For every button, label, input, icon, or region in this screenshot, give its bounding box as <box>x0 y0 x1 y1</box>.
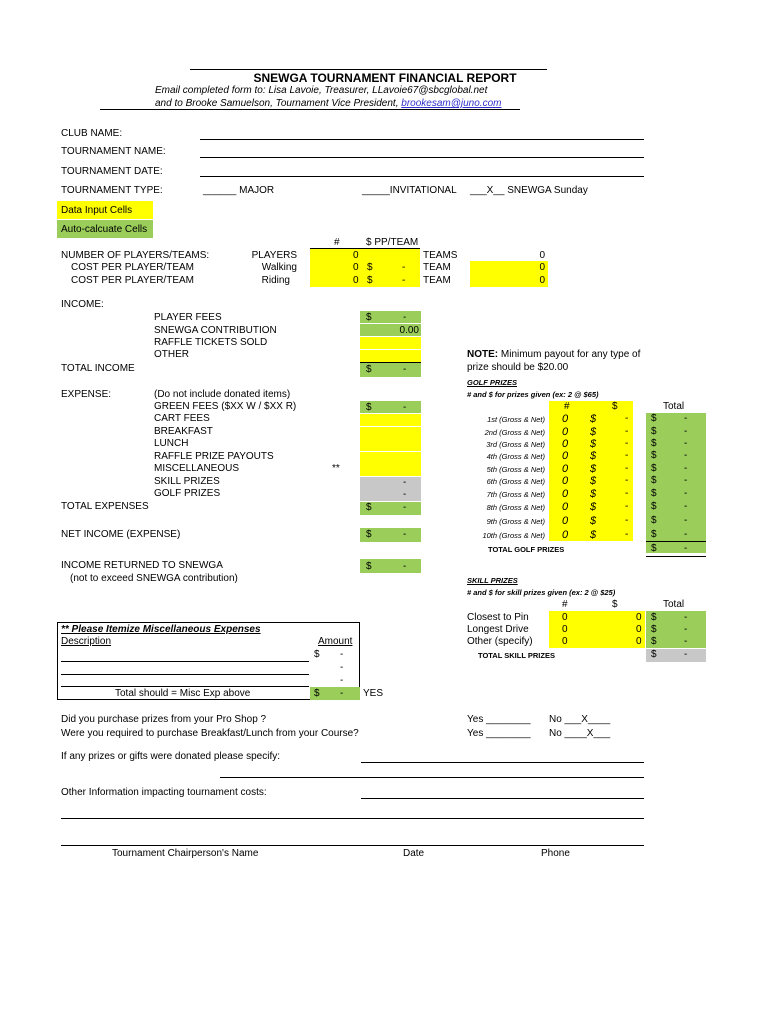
expense-item: SKILL PRIZES <box>154 476 220 487</box>
golf-prize-count[interactable]: 0 <box>562 438 569 450</box>
golf-total-value-cell: - <box>684 426 688 437</box>
players-count[interactable]: 0 <box>353 250 359 261</box>
question-pro-shop: Did you purchase prizes from your Pro Shop ? <box>61 714 267 725</box>
expense-item: MISCELLANEOUS <box>154 463 240 474</box>
golf-prize-amount[interactable]: - <box>625 450 629 461</box>
returned-value: - <box>403 561 407 572</box>
other-info-field[interactable] <box>361 798 644 799</box>
expense-item: BREAKFAST <box>154 426 213 437</box>
team-riding-count[interactable]: 0 <box>539 275 545 286</box>
golf-total-value-cell: - <box>684 475 688 486</box>
skill-prize-count[interactable]: 0 <box>562 612 568 623</box>
green-fees-value: - <box>403 402 407 413</box>
total-income-value: - <box>403 364 407 375</box>
golf-prize-amount[interactable]: - <box>625 529 629 540</box>
income-item: RAFFLE TICKETS SOLD <box>154 337 268 348</box>
golf-prize-amount[interactable]: - <box>625 463 629 474</box>
player-fees-dollar: $ <box>366 312 372 323</box>
misc-col-amount: Amount <box>318 636 353 647</box>
misc-row1-value[interactable]: - <box>340 649 344 660</box>
header-rule <box>100 109 520 110</box>
green-fees-dollar: $ <box>366 402 372 413</box>
riding-amount[interactable]: - <box>402 275 406 286</box>
donated-field[interactable] <box>361 762 644 763</box>
income-label: INCOME: <box>61 299 104 310</box>
net-income-dollar: $ <box>366 529 372 540</box>
club-name-label: CLUB NAME: <box>61 128 123 139</box>
misc-col-description: Description <box>61 636 112 647</box>
tournament-date-field[interactable] <box>200 176 644 177</box>
skill-prize-amount[interactable]: 0 <box>636 624 642 635</box>
golf-prize-amount[interactable]: - <box>625 515 629 526</box>
skill-total-value: - <box>684 649 688 660</box>
skill-prize-count[interactable]: 0 <box>562 636 568 647</box>
golf-total-dollar-cell: $ <box>651 515 657 526</box>
total-expenses-label: TOTAL EXPENSES <box>61 501 149 512</box>
expense-item: GOLF PRIZES <box>154 488 221 499</box>
total-income-label: TOTAL INCOME <box>61 363 135 374</box>
auto-calc-legend: Auto-calcuate Cells <box>57 220 153 238</box>
golf-prize-label: 3rd (Gross & Net) <box>486 440 545 449</box>
golf-col-total: Total <box>663 401 685 412</box>
golf-prize-label: 8th (Gross & Net) <box>486 503 545 512</box>
golf-prize-amount[interactable]: - <box>625 501 629 512</box>
skill-total-dollar: $ <box>651 649 657 660</box>
returned-sub: (not to exceed SNEWGA contribution) <box>70 573 238 584</box>
golf-prizes-subtitle: # and $ for prizes given (ex: 2 @ $65) <box>467 390 599 399</box>
q1-yes[interactable]: Yes ________ <box>467 714 531 725</box>
date-label: Date <box>403 848 425 859</box>
hash-header: # <box>334 237 340 248</box>
skill-prize-count[interactable]: 0 <box>562 624 568 635</box>
expense-item: CART FEES <box>154 413 210 424</box>
skill-prizes-subtitle: # and $ for skill prizes given (ex: 2 @ $25) <box>467 588 616 597</box>
player-fees-value: - <box>403 312 407 323</box>
golf-total-dollar: $ <box>651 543 657 554</box>
cart-fees-cell[interactable] <box>360 414 421 426</box>
net-income-value: - <box>403 529 407 540</box>
question-breakfast: Were you required to purchase Breakfast/Lunch from your Course? <box>61 728 359 739</box>
skill-prize-label: Closest to Pin <box>467 612 529 623</box>
golf-prize-dollar: $ <box>590 475 597 487</box>
tournament-date-label: TOURNAMENT DATE: <box>61 166 163 177</box>
email-line: Email completed form to: Lisa Lavoie, Treasurer, LLavoie67@sbcglobal.net <box>155 85 488 96</box>
golf-prize-dollar: $ <box>590 450 597 462</box>
returned-label: INCOME RETURNED TO SNEWGA <box>61 560 223 571</box>
title-rule <box>190 69 547 70</box>
skill-total-dollar-cell: $ <box>651 624 657 635</box>
golf-prize-dollar: $ <box>590 501 597 513</box>
breakfast-cell[interactable] <box>360 427 421 439</box>
golf-prize-label: 6th (Gross & Net) <box>486 477 545 486</box>
misc-stars: ** <box>332 463 340 474</box>
golf-prize-amount[interactable]: - <box>625 438 629 449</box>
golf-total-dollar-cell: $ <box>651 501 657 512</box>
skill-prize-amount[interactable]: 0 <box>636 636 642 647</box>
walking-amount[interactable]: - <box>402 262 406 273</box>
golf-prize-label: 1st (Gross & Net) <box>487 415 545 424</box>
golf-total-dollar-cell: $ <box>651 426 657 437</box>
type-snewga-sunday[interactable]: ___X__ SNEWGA Sunday <box>470 185 588 196</box>
team-walking-count[interactable]: 0 <box>539 262 545 273</box>
misc-itemize-title: ** Please Itemize Miscellaneous Expenses <box>61 624 261 635</box>
golf-prize-dollar: $ <box>590 463 597 475</box>
teams-label: TEAMS <box>423 250 458 261</box>
total-expenses-dollar: $ <box>366 502 372 513</box>
golf-col-hash: # <box>564 401 570 412</box>
cost-walking-label: COST PER PLAYER/TEAM <box>71 262 194 273</box>
misc-check: YES <box>363 688 384 699</box>
golf-prize-dollar: $ <box>590 438 597 450</box>
golf-total-value-cell: - <box>684 501 688 512</box>
misc-total-dollar: $ <box>314 688 320 699</box>
walking-label: Walking <box>261 262 297 273</box>
golf-total-dollar-cell: $ <box>651 529 657 540</box>
golf-prize-label: 5th (Gross & Net) <box>486 465 545 474</box>
skill-prize-amount[interactable]: 0 <box>636 612 642 623</box>
total-expenses-value: - <box>403 502 407 513</box>
team-label-1: TEAM <box>423 262 451 273</box>
skill-col-total: Total <box>663 599 685 610</box>
question-other-info: Other Information impacting tournament costs: <box>61 787 267 798</box>
expense-note: (Do not include donated items) <box>154 389 291 400</box>
expense-item: RAFFLE PRIZE PAYOUTS <box>154 451 274 462</box>
golf-prize-amount[interactable]: - <box>625 488 629 499</box>
skill-total-value-cell: - <box>684 624 688 635</box>
data-input-legend: Data Input Cells <box>57 201 153 219</box>
golf-prize-dollar: $ <box>590 529 597 541</box>
golf-total-rule <box>646 541 706 542</box>
club-name-field[interactable] <box>200 139 644 140</box>
golf-total-value-cell: - <box>684 463 688 474</box>
golf-prizes-title: GOLF PRIZES <box>467 378 518 387</box>
skill-prizes-value: - <box>403 477 407 488</box>
misc-total-label: Total should = Misc Exp above <box>115 688 251 699</box>
tournament-type-label: TOURNAMENT TYPE: <box>61 185 163 196</box>
golf-prize-dollar: $ <box>590 413 597 425</box>
skill-total-dollar-cell: $ <box>651 612 657 623</box>
cost-riding-label: COST PER PLAYER/TEAM <box>71 275 194 286</box>
golf-total-dollar-cell: $ <box>651 438 657 449</box>
golf-prize-label: 4th (Gross & Net) <box>486 452 545 461</box>
golf-total-value-cell: - <box>684 413 688 424</box>
skill-col-hash: # <box>562 599 568 610</box>
skill-prize-label: Longest Drive <box>467 624 529 635</box>
golf-prize-label: 7th (Gross & Net) <box>486 490 545 499</box>
misc-total-value: - <box>340 688 344 699</box>
players-label: PLAYERS <box>251 250 297 261</box>
donated-field-2[interactable] <box>220 777 644 778</box>
total-income-rule <box>360 362 421 363</box>
q1-no[interactable]: No ___X____ <box>549 714 611 725</box>
golf-total-value-cell: - <box>684 450 688 461</box>
returned-dollar: $ <box>366 561 372 572</box>
walking-count[interactable]: 0 <box>353 262 359 273</box>
type-major[interactable]: ______ MAJOR <box>203 185 275 196</box>
golf-prize-count[interactable]: 0 <box>562 413 569 425</box>
expense-item: GREEN FEES ($XX W / $XX R) <box>154 401 297 412</box>
email-line-2: and to Brooke Samuelson, Tournament Vice President, brookesam@juno.com <box>155 98 502 109</box>
golf-prize-amount[interactable]: - <box>625 413 629 424</box>
golf-prize-count[interactable]: 0 <box>562 463 569 475</box>
team-label-2: TEAM <box>423 275 451 286</box>
skill-total-value-cell: - <box>684 636 688 647</box>
skill-prize-label: Other (specify) <box>467 636 533 647</box>
phone-label: Phone <box>541 848 570 859</box>
golf-total-dollar-cell: $ <box>651 413 657 424</box>
expense-item: LUNCH <box>154 438 189 449</box>
golf-prize-count[interactable]: 0 <box>562 488 569 500</box>
misc-row1-line[interactable] <box>61 661 309 662</box>
raffle-payouts-cell[interactable] <box>360 452 421 464</box>
riding-count[interactable]: 0 <box>353 275 359 286</box>
num-players-label: NUMBER OF PLAYERS/TEAMS: <box>61 250 210 261</box>
skill-total-value-cell: - <box>684 612 688 623</box>
note-line-2: prize should be $20.00 <box>467 362 569 373</box>
q2-no[interactable]: No ____X___ <box>549 728 611 739</box>
golf-prize-count[interactable]: 0 <box>562 501 569 513</box>
misc-row3-line[interactable] <box>61 686 309 687</box>
raffle-cell[interactable] <box>360 337 421 349</box>
misc-row3-value[interactable]: - <box>340 675 344 686</box>
golf-prize-count[interactable]: 0 <box>562 426 569 438</box>
expense-label: EXPENSE: <box>61 389 112 400</box>
misc-row2-line[interactable] <box>61 674 309 675</box>
golf-total-value-cell: - <box>684 515 688 526</box>
total-income-dollar: $ <box>366 364 372 375</box>
signature-line[interactable] <box>61 845 644 846</box>
other-income-cell[interactable] <box>360 350 421 362</box>
golf-prize-dollar: $ <box>590 488 597 500</box>
golf-total-value-cell: - <box>684 488 688 499</box>
misc-row2-value[interactable]: - <box>340 662 344 673</box>
golf-total-value-cell: - <box>684 438 688 449</box>
golf-total-value-cell: - <box>684 529 688 540</box>
walking-dollar: $ <box>367 262 373 273</box>
golf-total-dollar-cell: $ <box>651 463 657 474</box>
riding-label: Riding <box>261 275 290 286</box>
golf-total-dollar-cell: $ <box>651 475 657 486</box>
type-invitational[interactable]: _____INVITATIONAL <box>362 185 457 196</box>
pp-team-header: $ PP/TEAM <box>366 237 419 248</box>
riding-dollar: $ <box>367 275 373 286</box>
golf-prize-amount[interactable]: - <box>625 475 629 486</box>
golf-total-dollar-cell: $ <box>651 488 657 499</box>
page-title: SNEWGA TOURNAMENT FINANCIAL REPORT <box>253 71 517 85</box>
golf-prize-count[interactable]: 0 <box>562 450 569 462</box>
golf-prizes-value: - <box>403 489 407 500</box>
tournament-name-label: TOURNAMENT NAME: <box>61 146 166 157</box>
skill-prizes-title: SKILL PRIZES <box>467 576 518 585</box>
q2-yes[interactable]: Yes ________ <box>467 728 531 739</box>
misc-cell[interactable] <box>360 464 421 476</box>
income-item: SNEWGA CONTRIBUTION <box>154 325 277 336</box>
tournament-name-field[interactable] <box>200 157 644 158</box>
other-info-field-2[interactable] <box>61 818 644 819</box>
golf-prize-count[interactable]: 0 <box>562 475 569 487</box>
note: NOTE: Minimum payout for any type of <box>467 349 641 360</box>
golf-prize-dollar: $ <box>590 515 597 527</box>
income-item: PLAYER FEES <box>154 312 222 323</box>
golf-prize-label: 9th (Gross & Net) <box>486 517 545 526</box>
skill-prizes-cell <box>360 477 421 489</box>
golf-prizes-cell <box>360 489 421 501</box>
email-link[interactable]: brookesam@juno.com <box>401 98 502 109</box>
teams-count[interactable]: 0 <box>539 250 545 261</box>
players-top-rule <box>310 248 420 249</box>
golf-prize-label: 2nd (Gross & Net) <box>484 428 545 437</box>
golf-prize-count[interactable]: 0 <box>562 515 569 527</box>
golf-col-dollar: $ <box>612 401 618 412</box>
golf-prize-dollar: $ <box>590 426 597 438</box>
skill-total-dollar-cell: $ <box>651 636 657 647</box>
golf-prize-amount[interactable]: - <box>625 426 629 437</box>
skill-total-label: TOTAL SKILL PRIZES <box>478 651 555 660</box>
chairperson-name-label: Tournament Chairperson's Name <box>112 848 259 859</box>
question-donated: If any prizes or gifts were donated please specify: <box>61 751 281 762</box>
income-item: OTHER <box>154 349 189 360</box>
golf-total-value: - <box>684 543 688 554</box>
golf-prize-label: 10th (Gross & Net) <box>482 531 545 540</box>
skill-col-dollar: $ <box>612 599 618 610</box>
golf-prize-count[interactable]: 0 <box>562 529 569 541</box>
golf-total-underline <box>646 556 706 557</box>
net-income-label: NET INCOME (EXPENSE) <box>61 529 181 540</box>
golf-total-dollar-cell: $ <box>651 450 657 461</box>
misc-row1-dollar: $ <box>314 649 320 660</box>
golf-total-label: TOTAL GOLF PRIZES <box>488 545 565 554</box>
contribution-value: 0.00 <box>399 325 419 336</box>
lunch-cell[interactable] <box>360 439 421 451</box>
